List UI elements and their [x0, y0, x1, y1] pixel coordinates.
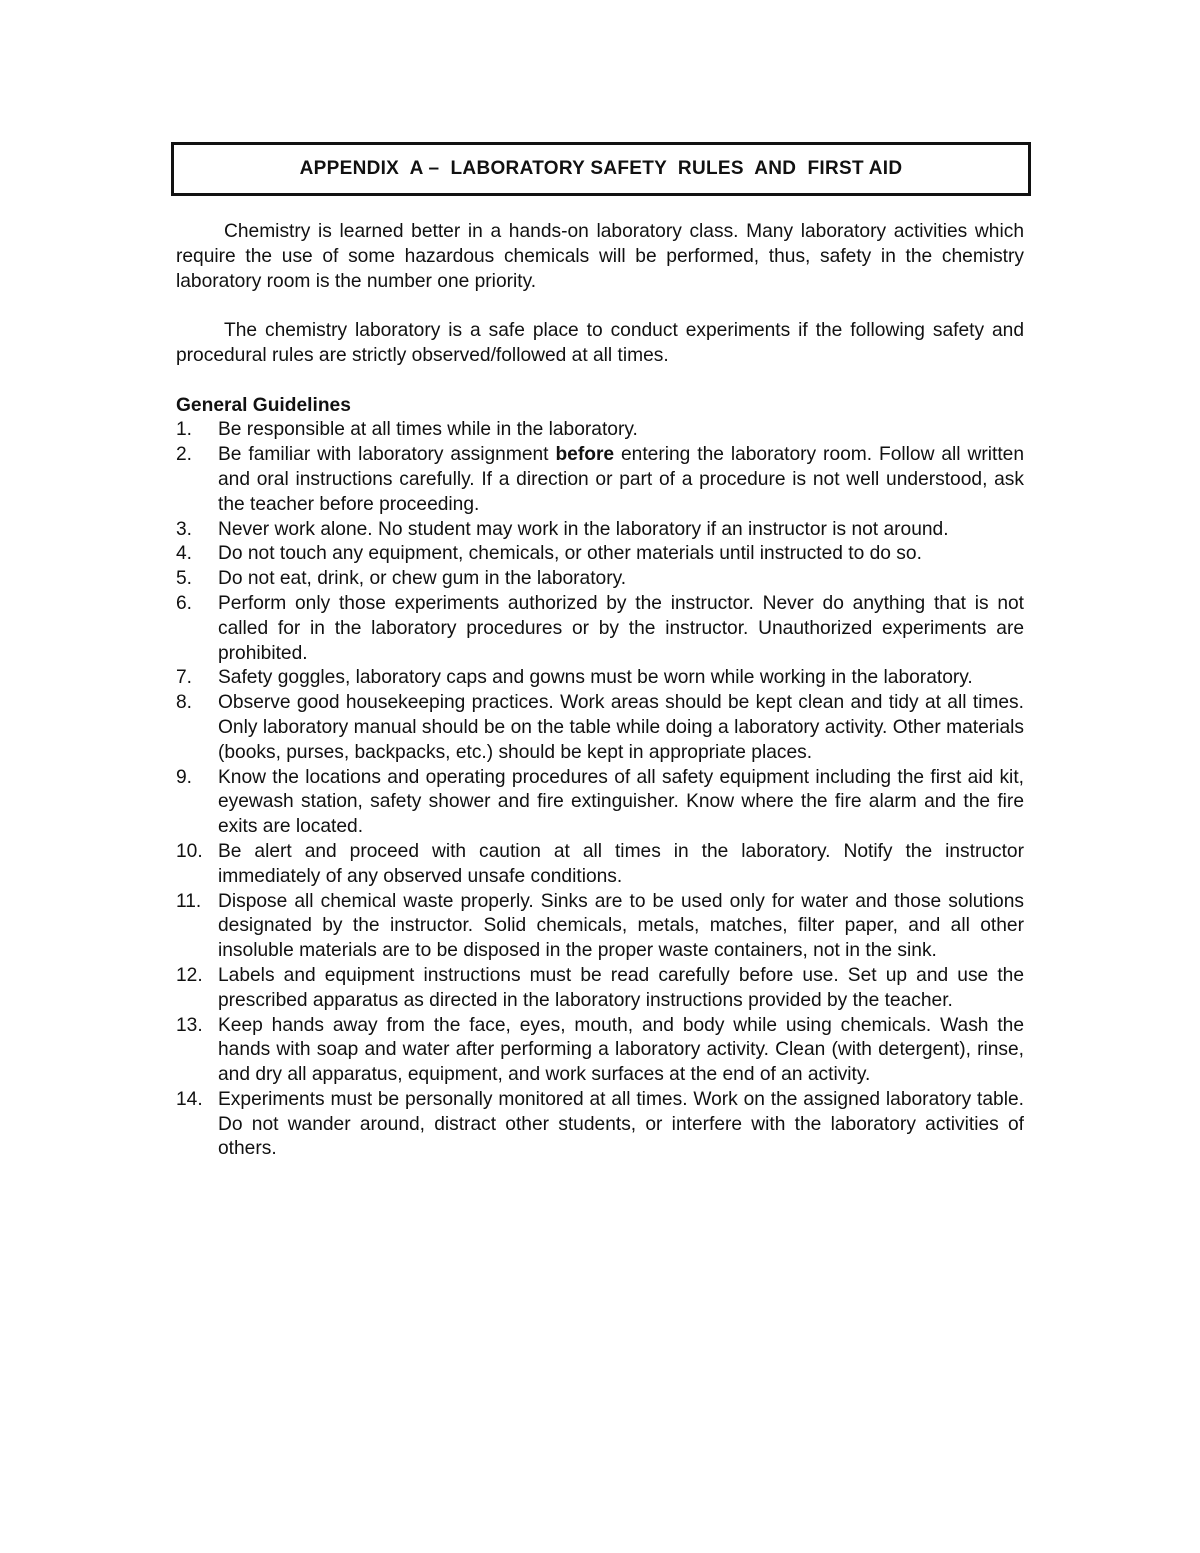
page-title: APPENDIX A – LABORATORY SAFETY RULES AND FIRST AID — [299, 158, 903, 179]
list-item — [176, 518, 1024, 543]
list-item — [176, 418, 1024, 443]
item-text-after: entering the laboratory room. Follow all written and oral instructions carefully. If a direction or part of a procedure is not well understood, ask the teacher before proceeding. — [218, 444, 1024, 515]
list-item — [176, 443, 1024, 517]
item-text: Be responsible at all times while in the laboratory. — [218, 419, 638, 441]
item-text: Experiments must be personally monitored at all times. Work on the assigned laboratory table. Do not wander around, distract other students, or interfere with the laboratory activities of others. — [218, 1088, 1024, 1160]
list-item — [176, 766, 1024, 840]
item-number: 8. — [176, 692, 193, 714]
item-text: Be alert and proceed with caution at all times in the laboratory. Notify the instructor immediately of any observed unsafe conditions. — [218, 840, 1024, 887]
item-number: 13. — [176, 1014, 203, 1036]
intro-paragraph-1: Chemistry is learned better in a hands-on laboratory class. Many laboratory activities which require the use of some hazardous chemicals will be performed, thus, safety in the chemistry laboratory room is the number one priority. — [176, 221, 1024, 292]
section-heading: General Guidelines — [176, 394, 351, 416]
item-number: 12. — [176, 964, 203, 986]
list-item — [176, 1014, 1024, 1088]
emphasis-word: before — [555, 444, 615, 466]
list-item — [176, 964, 1024, 1014]
item-number: 2. — [176, 444, 193, 466]
guidelines-list — [176, 418, 1024, 1162]
document-body — [176, 220, 1024, 1162]
list-item — [176, 890, 1024, 964]
item-text: Safety goggles, laboratory caps and gowns must be worn while working in the laboratory. — [218, 667, 973, 689]
item-text: Do not touch any equipment, chemicals, or other materials until instructed to do so. — [218, 543, 922, 565]
list-item — [176, 840, 1024, 890]
item-number: 11. — [176, 890, 202, 912]
item-text: Do not eat, drink, or chew gum in the laboratory. — [218, 568, 627, 590]
item-text: Know the locations and operating procedures of all safety equipment including the first aid kit, eyewash station, safety shower and fire extinguisher. Know where the fire alarm and the fire exits are located. — [218, 766, 1024, 838]
item-number: 7. — [176, 667, 193, 689]
item-number: 4. — [176, 543, 193, 565]
item-number: 1. — [176, 419, 193, 441]
item-text: Never work alone. No student may work in the laboratory if an instructor is not around. — [218, 518, 949, 540]
list-item — [176, 691, 1024, 765]
item-number: 6. — [176, 592, 193, 614]
list-item — [176, 666, 1024, 691]
item-number: 3. — [176, 518, 193, 540]
list-item — [176, 567, 1024, 592]
title-box — [171, 142, 1031, 196]
intro-paragraph-2: The chemistry laboratory is a safe place to conduct experiments if the following safety and procedural rules are strictly observed/followed at all times. — [176, 320, 1024, 366]
item-text-before: Be familiar with laboratory assignment — [218, 444, 556, 466]
item-text: Perform only those experiments authorized by the instructor. Never do anything that is not called for in the laboratory procedures or by the instructor. Unauthorized experiments are prohibited. — [218, 592, 1024, 664]
item-number: 5. — [176, 568, 193, 590]
item-number: 10. — [176, 840, 203, 862]
item-number: 9. — [176, 766, 193, 788]
item-text: Labels and equipment instructions must be read carefully before use. Set up and use the prescribed apparatus as directed in the laboratory instructions provided by the teacher. — [218, 964, 1024, 1011]
list-item — [176, 1088, 1024, 1162]
list-item — [176, 542, 1024, 567]
item-text: Dispose all chemical waste properly. Sinks are to be used only for water and those solutions designated by the instructor. Solid chemicals, metals, matches, filter paper, and all other insoluble materials are to be disposed in the proper waste containers, not in the sink. — [218, 890, 1024, 962]
item-text — [218, 443, 1024, 517]
item-text: Observe good housekeeping practices. Work areas should be kept clean and tidy at all times. Only laboratory manual should be on the table while doing a laboratory activity. Other materials (books, purses, backpacks, etc.) should be kept in appropriate places. — [218, 692, 1024, 763]
item-text: Keep hands away from the face, eyes, mouth, and body while using chemicals. Wash the hands with soap and water after performing a laboratory activity. Clean (with detergent), rinse, and dry all apparatus, equipment, and work surfaces at the end of an activity. — [218, 1014, 1024, 1086]
list-item — [176, 592, 1024, 666]
item-number: 14. — [176, 1088, 203, 1110]
